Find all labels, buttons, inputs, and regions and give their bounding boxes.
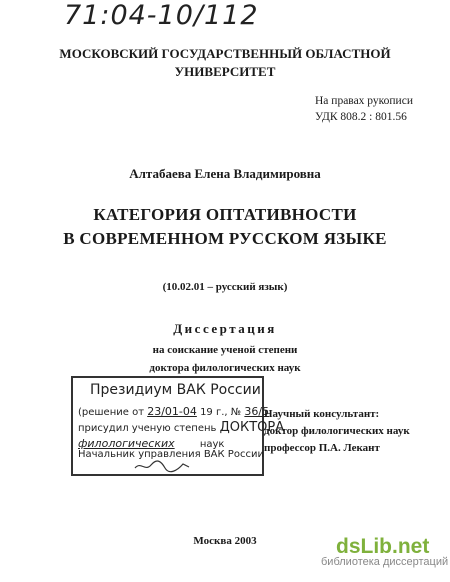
degree-prefix: присудил ученую степень bbox=[78, 423, 217, 434]
advisor-name: профессор П.А. Лекант bbox=[264, 442, 380, 454]
rights-block bbox=[315, 93, 413, 125]
decision-date: 23/01-04 bbox=[147, 405, 197, 418]
document-type: Диссертация bbox=[173, 321, 277, 336]
advisor-degree: доктор филологических наук bbox=[264, 425, 410, 437]
degree-value: ДОКТОРА bbox=[219, 420, 285, 435]
stamp-decision-line bbox=[78, 405, 269, 418]
field-suffix: наук bbox=[199, 439, 225, 450]
stamp-signature bbox=[133, 459, 193, 473]
watermark bbox=[321, 535, 449, 568]
field-handwritten: филологических bbox=[78, 437, 175, 450]
title-line-2: В СОВРЕМЕННОМ РУССКОМ ЯЗЫКЕ bbox=[63, 229, 387, 248]
vak-stamp bbox=[71, 376, 285, 476]
advisor-label: Научный консультант: bbox=[264, 408, 380, 420]
handwritten-catalog-number: 71:04-10/112 bbox=[64, 0, 259, 31]
scientific-advisor bbox=[264, 406, 410, 457]
stamp-title: Президиум ВАК России bbox=[90, 382, 261, 398]
decision-mid: 19 bbox=[200, 407, 213, 418]
degree-sought bbox=[0, 341, 450, 377]
decision-number: 36/5 bbox=[244, 405, 270, 418]
institution-line-1: МОСКОВСКИЙ ГОСУДАРСТВЕННЫЙ ОБЛАСТНОЙ bbox=[59, 46, 391, 61]
decision-year-suffix: г., № bbox=[215, 407, 242, 418]
title-line-1: КАТЕГОРИЯ ОПТАТИВНОСТИ bbox=[93, 205, 357, 224]
institution-line-2: УНИВЕРСИТЕТ bbox=[174, 64, 276, 79]
city-year: Москва 2003 bbox=[193, 535, 257, 547]
stamp-degree-line bbox=[78, 420, 284, 435]
dissertation-title bbox=[0, 203, 450, 251]
author-name: Алтабаева Елена Владимировна bbox=[129, 166, 321, 181]
decision-prefix: (решение от bbox=[78, 407, 145, 418]
udk-code: УДК 808.2 : 801.56 bbox=[315, 111, 407, 123]
specialty-code: (10.02.01 – русский язык) bbox=[162, 281, 288, 293]
stamp-chief-line: Начальник управления ВАК России bbox=[78, 449, 264, 460]
degree-line-2: доктора филологических наук bbox=[149, 362, 301, 374]
watermark-subtitle: библиотека диссертаций bbox=[321, 556, 449, 568]
watermark-logo: dsLib.net bbox=[336, 535, 430, 558]
institution-name bbox=[0, 45, 450, 81]
rights-line: На правах рукописи bbox=[315, 95, 413, 107]
degree-line-1: на соискание ученой степени bbox=[152, 344, 298, 356]
